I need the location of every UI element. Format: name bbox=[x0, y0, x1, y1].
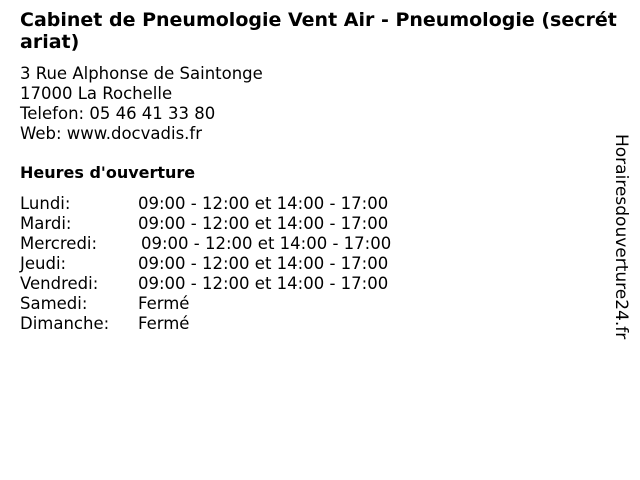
page-title: Cabinet de Pneumologie Vent Air - Pneumologie (secrétariat) bbox=[20, 9, 617, 53]
hours-row-mardi bbox=[20, 214, 391, 234]
address-block bbox=[20, 64, 263, 144]
hours-row-mercredi bbox=[20, 234, 391, 254]
website-link[interactable]: Web: www.docvadis.fr bbox=[20, 124, 202, 143]
time-value: 09:00 - 12:00 et 14:00 - 17:00 bbox=[138, 214, 389, 233]
day-label: Dimanche: bbox=[20, 314, 110, 333]
day-label: Mercredi: bbox=[20, 234, 98, 253]
hours-row-samedi bbox=[20, 294, 391, 314]
hours-row-vendredi bbox=[20, 274, 391, 294]
day-label: Lundi: bbox=[20, 194, 71, 213]
city-address: 17000 La Rochelle bbox=[20, 84, 173, 103]
street-address: 3 Rue Alphonse de Saintonge bbox=[20, 64, 263, 83]
hours-row-jeudi bbox=[20, 254, 391, 274]
hours-row-dimanche bbox=[20, 314, 391, 334]
day-label: Mardi: bbox=[20, 214, 72, 233]
hours-heading: Heures d'ouverture bbox=[20, 163, 196, 182]
time-value: 09:00 - 12:00 et 14:00 - 17:00 bbox=[138, 274, 389, 293]
time-value: 09:00 - 12:00 et 14:00 - 17:00 bbox=[138, 194, 389, 213]
hours-row-lundi bbox=[20, 194, 391, 214]
day-label: Jeudi: bbox=[20, 254, 67, 273]
day-label: Samedi: bbox=[20, 294, 88, 313]
phone-number: Telefon: 05 46 41 33 80 bbox=[20, 104, 216, 123]
time-value: Fermé bbox=[138, 294, 190, 313]
time-value: Fermé bbox=[138, 314, 190, 333]
day-label: Vendredi: bbox=[20, 274, 99, 293]
opening-hours-list bbox=[20, 194, 391, 334]
time-value: 09:00 - 12:00 et 14:00 - 17:00 bbox=[141, 234, 392, 253]
time-value: 09:00 - 12:00 et 14:00 - 17:00 bbox=[138, 254, 389, 273]
site-watermark: Horairesdouverture24.fr bbox=[611, 134, 631, 340]
